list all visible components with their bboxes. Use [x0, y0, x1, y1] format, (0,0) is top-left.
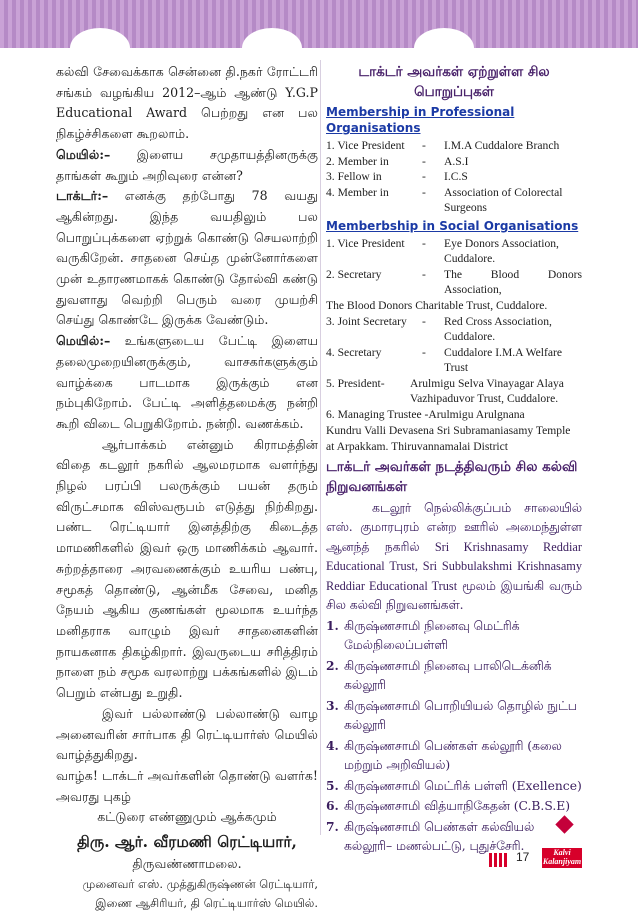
credit-line: முனைவர் எஸ். முத்துகிருஷ்ணன் ரெட்டியார், — [82, 876, 318, 891]
dash-cell: - — [422, 170, 426, 183]
wide-line: The Blood Donors Charitable Trust, Cuddalore. — [326, 298, 548, 312]
item-number: 6. — [326, 798, 339, 813]
intro-text: மூலம் இயங்கி வரும் சில கல்வி நிறுவனங்கள். — [326, 578, 583, 612]
question — [56, 145, 318, 186]
org-cell: I.M.A Cuddalore Branch — [444, 139, 560, 152]
item-text: கிருஷ்ணசாமி வித்யாநிகேதன் (C.B.S.E) — [344, 799, 571, 813]
membership-table — [326, 314, 582, 376]
table-row — [326, 267, 582, 298]
intro-paragraph — [326, 499, 582, 616]
role-cell: 2. Member in — [326, 154, 389, 168]
dash-cell: - — [422, 267, 426, 281]
answer-text: எனக்கு தற்போது 78 வயது ஆகின்றது. இந்த வயதிலும் பல பொறுப்புக்களை ஏற்றுக் கொண்டு செயலாற்றி வருகிறேன். சாதனை செய்த முன்னோர்களை முன் உதாரணமாகக் கொண்டு தோல்வி கண்டு துவளாது வெற்றி பெரும் வரை முயற்சி செய்து கொண்டே இருக்க வேண்டும். — [56, 188, 318, 328]
section-heading: Membership in Professional Organisations — [326, 105, 515, 135]
paragraph: வாழ்க! டாக்டர் அவர்களின் தொண்டு வளர்க! அவரது புகழ் — [56, 767, 318, 804]
table-row — [326, 345, 582, 376]
item-text: கிருஷ்ணசாமி பெண்கள் கல்லூரி (கலை மற்றும் அறிவியல்) — [344, 738, 562, 772]
left-column — [56, 62, 318, 913]
role-cell: 4. Secretary — [326, 345, 382, 359]
speaker-label: மெயில்:– — [56, 146, 111, 162]
dash-cell: - — [422, 185, 426, 199]
item-number: 7. — [326, 818, 339, 834]
paragraph: ஆர்பாக்கம் என்னும் கிராமத்தின் விதை கடலூர் நகரில் ஆலமரமாக வளர்ந்து நிழல் பரப்பி பலருக்கும் பயன் தரும் விருட்சமாக விஸ்வரூபம் எடுத்து நிற்கிறது. பண்ட ரெட்டியார் இனத்திற்கு கிடைத்த மாமணிகளில் இவர் ஒரு மாணிக்கம் ஆவார். சுற்றத்தாரை அரவணைக்கும் உயரிய பண்பு, சமூகத் தொண்டு, ஆன்மீக சேவை, மனித நேயம் ஆகிய குணங்கள் மூலமாக உயர்ந்த மனிதராக வாழும் இவர் சாதனைகளின் நாயகனாக திகழ்கிறார். இவருடைய சரித்திரம் நாளை நம் சமூக வரலாற்று பக்கங்களில் இடம் பெறும் என்பது உறுதி. — [56, 436, 318, 701]
item-text: கிருஷ்ணசாமி மெட்ரிக் பள்ளி (Exellence) — [344, 778, 582, 793]
org-cell: Arulmigu Selva Vinayagar Alaya Vazhipaduvor Trust, Cuddalore. — [410, 376, 564, 405]
org-cell: A.S.I — [444, 154, 469, 168]
role-cell: 3. Joint Secretary — [326, 314, 407, 328]
dash-cell: - — [422, 314, 426, 328]
table-row — [326, 138, 582, 154]
item-number: 1. — [326, 617, 339, 633]
item-number: 5. — [326, 777, 339, 793]
org-cell: Association of Colorectal Surgeons — [444, 185, 563, 214]
stripe — [504, 853, 507, 867]
header-band — [0, 0, 638, 48]
wide-line: Kundru Valli Devasena Sri Subramaniasamy Temple — [326, 423, 571, 437]
answer — [56, 186, 318, 331]
trust-names: Sri Krishnasamy Reddiar Educational Trust, Sri Subbulakshmi Krishnasamy Reddiar Educational Trust — [326, 539, 582, 593]
header-notch — [242, 28, 302, 50]
magazine-logo: Kalvi Kalanjiyam — [542, 848, 582, 866]
list-item — [326, 616, 582, 656]
dash-cell: - — [422, 236, 426, 250]
paragraph: இவர் பல்லாண்டு பல்லாண்டு வாழ அனைவரின் சார்பாக தி ரெட்டியார்ஸ் மெயில் வாழ்த்துகிறது. — [56, 705, 318, 763]
speaker-label: மெயில்:– — [56, 333, 111, 349]
role-cell: 4. Member in — [326, 185, 389, 199]
section-title: டாக்டர் அவர்கள் நடத்திவரும் சில கல்வி நிறுவனங்கள் — [326, 458, 578, 495]
org-cell: Eye Donors Association, Cuddalore. — [444, 236, 559, 265]
role-cell: 5. President- — [326, 376, 385, 390]
item-text: கிருஷ்ணசாமி பெண்கள் கல்வியல் கல்லூரி– மணல்பட்டு, புதுச்சேரி. — [344, 819, 535, 853]
header-notch — [70, 28, 130, 50]
item-text: கிருஷ்ணசாமி நினைவு மெட்ரிக் மேல்நிலைப்பள்ளி — [344, 618, 520, 652]
item-number: 3. — [326, 697, 339, 713]
section-heading: Memberbship in Social Organisations — [326, 218, 579, 233]
author-name: திரு. ஆர். வீரமணி ரெட்டியார், — [77, 832, 297, 852]
dash-cell: - — [422, 345, 426, 359]
page-number: 17 — [516, 850, 530, 864]
table-row — [326, 314, 582, 345]
stripe — [489, 853, 492, 867]
org-cell: The Blood Donors Association, — [444, 267, 582, 296]
paragraph: கல்வி சேவைக்காக சென்னை தி.நகர் ரோட்டரி சங்கம் வழங்கிய 2012–ஆம் ஆண்டு Y.G.P Educational Award பெற்றது என பல நிகழ்ச்சிகளை கூறலாம். — [56, 64, 318, 142]
table-row — [326, 376, 582, 407]
list-item — [326, 696, 582, 736]
dash-cell: - — [422, 154, 426, 168]
list-item — [326, 796, 582, 817]
question — [56, 331, 318, 435]
item-text: கிருஷ்ணசாமி பொறியியல் தொழில் நுட்ப கல்லூரி — [344, 698, 577, 732]
org-cell: Red Cross Association, Cuddalore. — [444, 314, 552, 343]
stripe — [494, 853, 497, 867]
role-cell: 1. Vice President — [326, 236, 405, 250]
table-row — [326, 185, 582, 216]
intro-text: கடலூர் நெல்லிக்குப்பம் சாலையில் எஸ். குமாரபுரம் என்ற ஊரில் அமைந்துள்ள ஆனந்த் நகரில் — [326, 500, 582, 554]
membership-table — [326, 138, 582, 216]
list-item — [326, 776, 582, 797]
section-title: டாக்டர் அவர்கள் ஏற்றுள்ள சில பொறுப்புகள் — [358, 64, 550, 100]
org-cell: I.C.S — [444, 170, 468, 183]
header-notch — [414, 28, 474, 50]
role-cell: 3. Fellow in — [326, 170, 382, 183]
column-divider — [320, 60, 321, 835]
item-text: கிருஷ்ணசாமி நினைவு பாலிடெக்னிக் கல்லூரி — [344, 658, 552, 692]
author-place: திருவண்ணாமலை. — [132, 856, 242, 872]
wide-line: at Arpakkam. Thiruvannamalai District — [326, 439, 509, 453]
table-row — [326, 169, 582, 185]
list-item — [326, 656, 582, 696]
right-column — [326, 62, 582, 857]
credit-line: இணை ஆசிரியர், தி ரெட்டியார்ஸ் மெயில். — [95, 895, 318, 910]
item-number: 2. — [326, 657, 339, 673]
table-row — [326, 154, 582, 170]
membership-table — [326, 236, 582, 298]
paragraph: கட்டுரை எண்ணுமும் ஆக்கமும் — [97, 809, 277, 825]
list-item — [326, 736, 582, 776]
institution-list — [326, 616, 582, 857]
dash-cell: - — [422, 139, 426, 152]
stripe — [499, 853, 502, 867]
speaker-label: டாக்டர்:– — [56, 188, 109, 204]
membership-table — [326, 376, 582, 407]
table-row — [326, 236, 582, 267]
question-text: இளைய சமுதாயத்தினருக்கு தாங்கள் கூறும் அறிவுரை என்ன? — [56, 146, 318, 183]
question-text: உங்களுடைய பேட்டி இளைய தலைமுறையினருக்கும், வாசகர்களுக்கும் வாழ்க்கை பாடமாக இருக்கும் என நம்புகிறோம். பேட்டி அளித்தமைக்கு நன்றி கூறி விடை பெறுகிறோம். நன்றி. வணக்கம். — [56, 333, 318, 431]
wide-line: 6. Managing Trustee -Arulmigu Arulgnana — [326, 407, 525, 421]
item-number: 4. — [326, 737, 339, 753]
role-cell: 1. Vice President — [326, 139, 405, 152]
role-cell: 2. Secretary — [326, 267, 382, 281]
footer-stripes — [489, 853, 511, 867]
org-cell: Cuddalore I.M.A Welfare Trust — [444, 345, 562, 374]
